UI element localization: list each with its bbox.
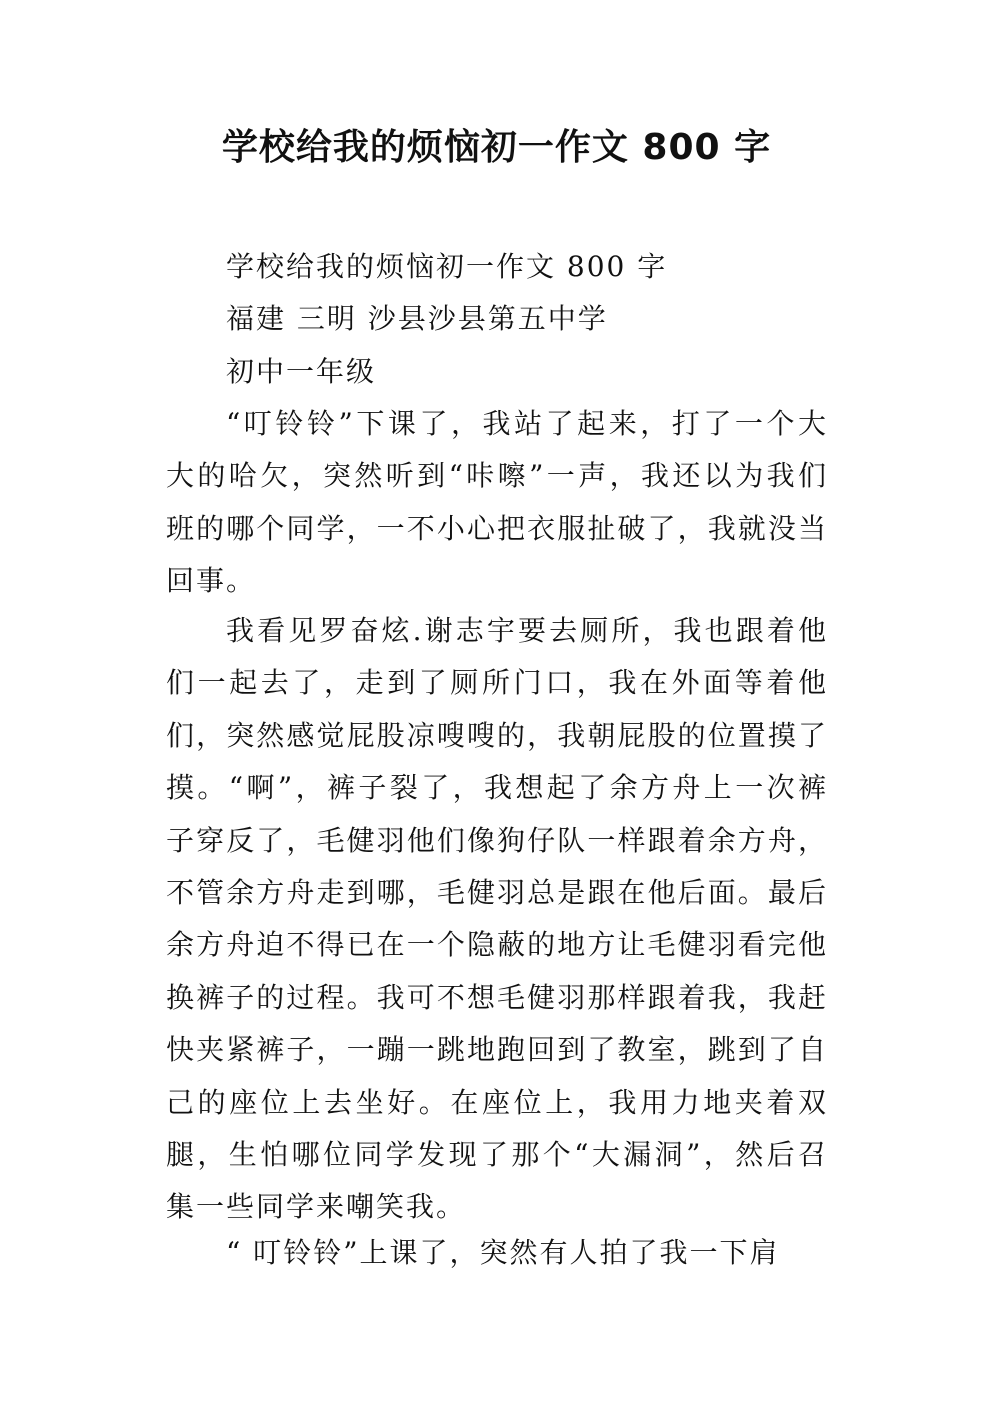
meta-grade: 初中一年级	[226, 354, 377, 388]
document-title: 学校给我的烦恼初一作文 800 字	[221, 127, 772, 168]
paragraph: “ 叮铃铃”上课了，突然有人拍了我一下肩	[226, 1236, 780, 1269]
meta-subtitle: 学校给我的烦恼初一作文 800 字	[226, 250, 668, 283]
paragraph: 我看见罗奋炫.谢志宇要去厕所，我也跟着他们一起去了，走到了厕所门口，我在外面等着他们，突然感觉屁股凉嗖嗖的，我朝屁股的位置摸了摸。“啊”，裤子裂了，我想起了余方舟上一次裤子穿反了，毛健羽他们像狗仔队一样跟着余方舟，不管余方舟走到哪，毛健羽总是跟在他后面。最后余方舟迫不得已在一个隐蔽的地方让毛健羽看完他换裤子的过程。我可不想毛健羽那样跟着我，我赶快夹紧裤子，一蹦一跳地跑回到了教室，跳到了自己的座位上去坐好。在座位上，我用力地夹着双腿，生怕哪位同学发现了那个“大漏洞”，然后召集一些同学来嘲笑我。	[166, 614, 828, 1224]
meta-location: 福建 三明 沙县沙县第五中学	[226, 302, 608, 336]
paragraph: “叮铃铃”下课了，我站了起来，打了一个大大的哈欠，突然听到“咔嚓”一声，我还以为我们班的哪个同学，一不小心把衣服扯破了，我就没当回事。	[166, 407, 828, 598]
document-meta	[226, 241, 926, 398]
